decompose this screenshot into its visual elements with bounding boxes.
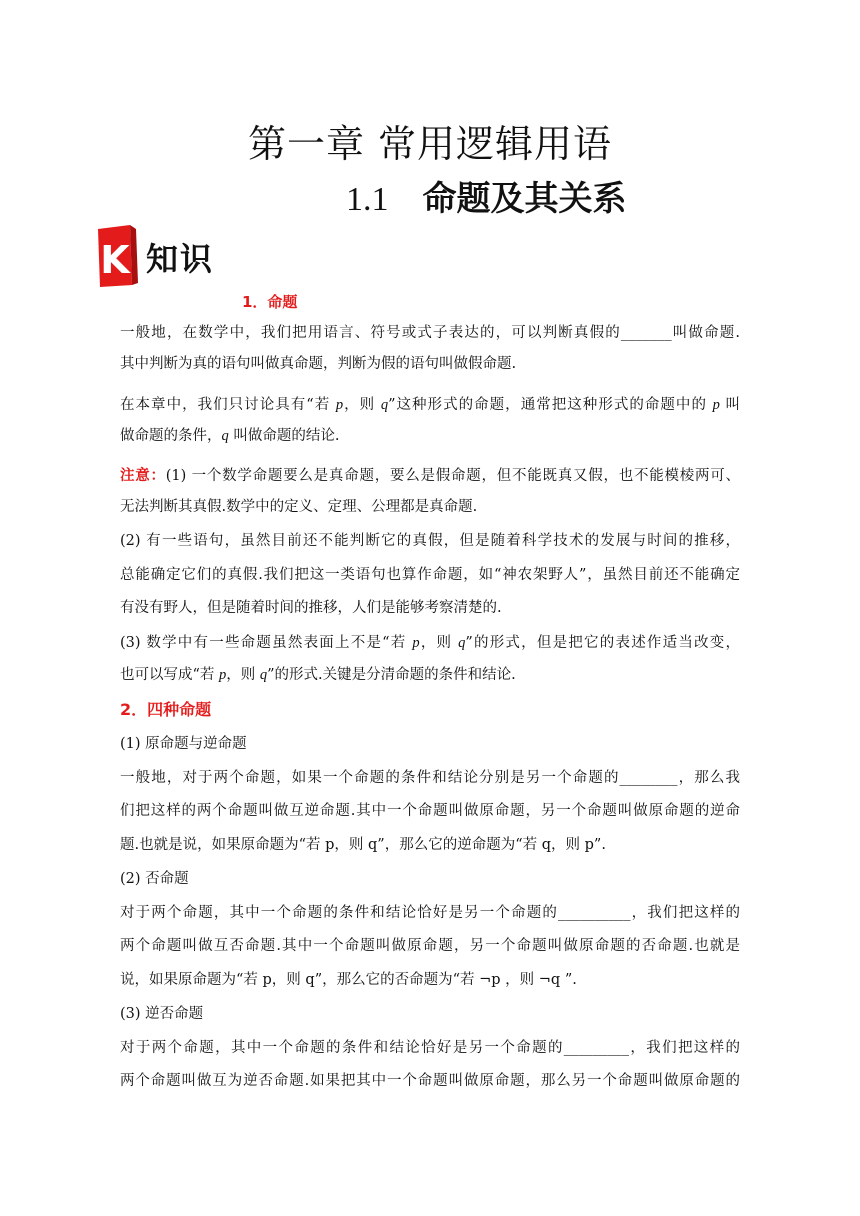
- paragraph-line: 做命题的条件，q 叫做命题的结论.: [120, 428, 340, 444]
- note-line: 注意：(1) 一个数学命题要么是真命题，要么是假命题，但不能既真又假，也不能模棱两可、: [120, 468, 740, 484]
- badge-letter: K: [100, 238, 130, 282]
- paragraph-line: 一般地，在数学中，我们把用语言、符号或式子表达的，可以判断真假的_______叫做命题.: [120, 325, 740, 341]
- note-label: 注意：: [120, 468, 166, 484]
- paragraph-line: 说，如果原命题为“若 p，则 q”，那么它的否命题为“若 ¬p ，则 ¬q ”.: [120, 972, 577, 988]
- badge-label: 知识: [146, 240, 215, 278]
- section-title: [346, 171, 627, 220]
- heading-four-propositions: 2．四种命题: [120, 700, 212, 719]
- subheading: (1) 原命题与逆命题: [120, 736, 247, 752]
- paragraph-line: 对于两个命题，其中一个命题的条件和结论恰好是另一个命题的_________，我们把这样的: [120, 1040, 740, 1056]
- section-number: 1.1: [346, 181, 389, 218]
- chapter-title: 第一章 常用逻辑用语: [247, 122, 613, 166]
- subheading: (3) 逆否命题: [120, 1006, 204, 1022]
- paragraph-line: 两个命题叫做互否命题.其中一个命题叫做原命题，另一个命题叫做原命题的否命题.也就是: [120, 938, 740, 954]
- note-line: 无法判断其真假.数学中的定义、定理、公理都是真命题.: [120, 499, 478, 515]
- paragraph-line: 其中判断为真的语句叫做真命题，判断为假的语句叫做假命题.: [120, 356, 517, 372]
- note-line: 有没有野人，但是随着时间的推移，人们是能够考察清楚的.: [120, 600, 502, 616]
- section-name: 命题及其关系: [422, 179, 627, 219]
- note-line: (2) 有一些语句，虽然目前还不能判断它的真假，但是随着科学技术的发展与时间的推移，: [120, 533, 740, 549]
- note-line: 总能确定它们的真假.我们把这一类语句也算作命题，如“神农架野人”，虽然目前还不能确定: [120, 567, 740, 583]
- subheading: (2) 否命题: [120, 871, 189, 887]
- paragraph-line: 对于两个命题，其中一个命题的条件和结论恰好是另一个命题的__________，我们把这样的: [120, 905, 740, 921]
- heading-proposition: 1．命题: [242, 293, 298, 311]
- note-line: (3) 数学中有一些命题虽然表面上不是“若 p，则 q”的形式，但是把它的表述作适当改变，: [120, 635, 741, 651]
- paragraph-line: 一般地，对于两个命题，如果一个命题的条件和结论分别是另一个命题的________，那么我: [120, 770, 740, 786]
- paragraph-line: 们把这样的两个命题叫做互逆命题.其中一个命题叫做原命题，另一个命题叫做原命题的逆命: [120, 803, 740, 819]
- paragraph-line: 题.也就是说，如果原命题为“若 p，则 q”，那么它的逆命题为“若 q，则 p”.: [120, 837, 606, 853]
- paragraph-line: 在本章中，我们只讨论具有“若 p，则 q”这种形式的命题，通常把这种形式的命题中的 p 叫: [120, 397, 740, 413]
- note-line: 也可以写成“若 p，则 q”的形式.关键是分清命题的条件和结论.: [120, 667, 516, 683]
- paragraph-line: 两个命题叫做互为逆否命题.如果把其中一个命题叫做原命题，那么另一个命题叫做原命题的: [120, 1073, 740, 1089]
